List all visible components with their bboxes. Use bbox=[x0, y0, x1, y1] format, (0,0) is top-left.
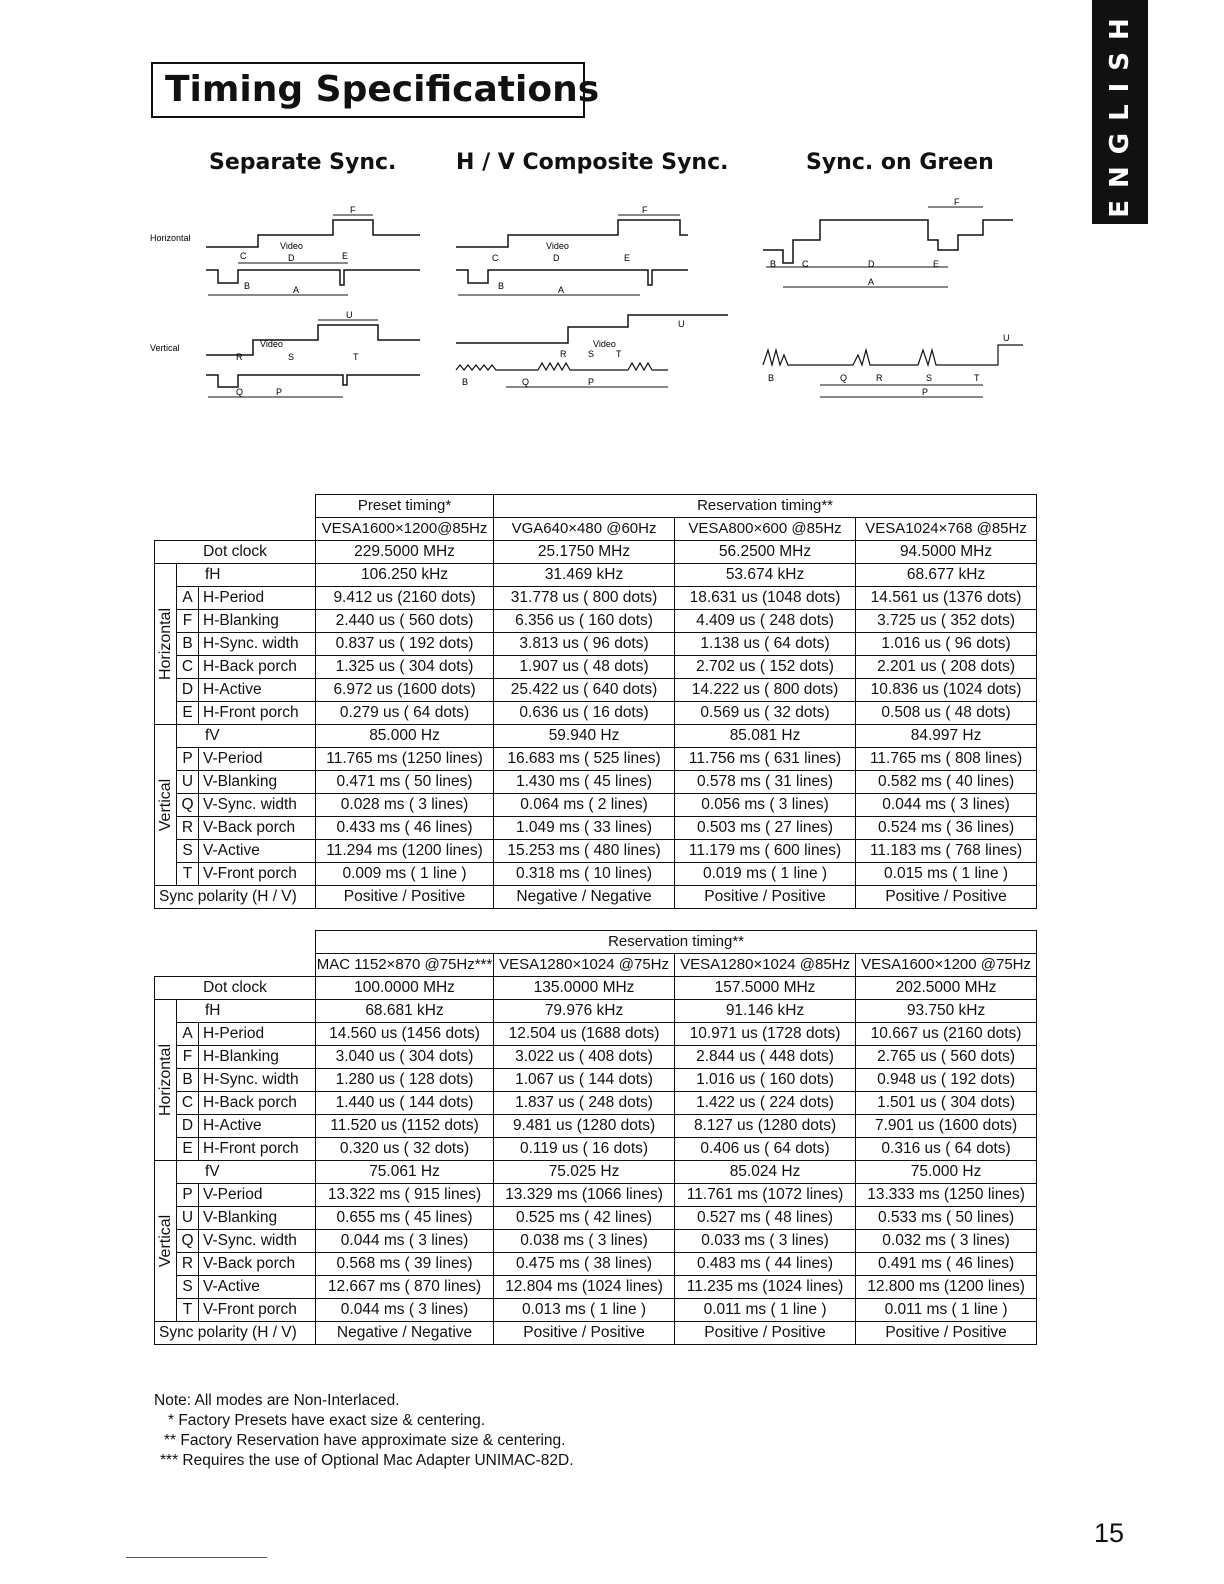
table-cell: 2.844 us ( 448 dots) bbox=[675, 1046, 856, 1069]
table-cell: 68.677 kHz bbox=[856, 564, 1037, 587]
svg-text:B: B bbox=[768, 373, 775, 383]
svg-text:E: E bbox=[342, 251, 349, 261]
row-label: H-Blanking bbox=[199, 610, 316, 633]
row-label: H-Blanking bbox=[199, 1046, 316, 1069]
table-cell: 14.222 us ( 800 dots) bbox=[675, 679, 856, 702]
table-cell: 0.491 ms ( 46 lines) bbox=[856, 1253, 1037, 1276]
notes bbox=[154, 1391, 574, 1471]
table-cell: 0.011 ms ( 1 line ) bbox=[856, 1299, 1037, 1322]
table-cell: 12.804 ms (1024 lines) bbox=[494, 1276, 675, 1299]
table-cell: 85.024 Hz bbox=[675, 1161, 856, 1184]
table-row bbox=[155, 817, 1037, 840]
table-row bbox=[155, 863, 1037, 886]
table-row bbox=[155, 1276, 1037, 1299]
table-cell: 0.636 us ( 16 dots) bbox=[494, 702, 675, 725]
table-cell: 25.1750 MHz bbox=[494, 541, 675, 564]
diagram-video-c2: Video bbox=[593, 339, 616, 349]
mode-header: VESA800×600 @85Hz bbox=[675, 518, 856, 541]
table-row bbox=[155, 1069, 1037, 1092]
row-code: S bbox=[177, 840, 199, 863]
table-cell: 2.440 us ( 560 dots) bbox=[316, 610, 494, 633]
page-title: Timing Specifications bbox=[151, 62, 585, 118]
table-row bbox=[155, 725, 1037, 748]
table-cell: 0.019 ms ( 1 line ) bbox=[675, 863, 856, 886]
row-code: S bbox=[177, 1276, 199, 1299]
table-cell: 59.940 Hz bbox=[494, 725, 675, 748]
table-cell: 202.5000 MHz bbox=[856, 977, 1037, 1000]
table-cell: 1.907 us ( 48 dots) bbox=[494, 656, 675, 679]
reservation-timing-header: Reservation timing** bbox=[316, 931, 1037, 954]
table-cell: 0.527 ms ( 48 lines) bbox=[675, 1207, 856, 1230]
table-cell: 84.997 Hz bbox=[856, 725, 1037, 748]
row-code: D bbox=[177, 679, 199, 702]
table-row bbox=[155, 564, 1037, 587]
table-cell: 0.433 ms ( 46 lines) bbox=[316, 817, 494, 840]
table-cell: Positive / Positive bbox=[494, 1322, 675, 1345]
table-cell: 0.568 ms ( 39 lines) bbox=[316, 1253, 494, 1276]
table-row bbox=[155, 1230, 1037, 1253]
table-row bbox=[155, 748, 1037, 771]
language-tab bbox=[1092, 0, 1148, 224]
row-code: R bbox=[177, 817, 199, 840]
row-label: V-Active bbox=[199, 1276, 316, 1299]
table-cell: 0.655 ms ( 45 lines) bbox=[316, 1207, 494, 1230]
row-label: fH bbox=[177, 564, 316, 587]
note-line: * Factory Presets have exact size & centering. bbox=[168, 1412, 486, 1429]
row-label: H-Back porch bbox=[199, 656, 316, 679]
mode-header: VGA640×480 @60Hz bbox=[494, 518, 675, 541]
table-cell: 2.201 us ( 208 dots) bbox=[856, 656, 1037, 679]
table-cell: 11.765 ms (1250 lines) bbox=[316, 748, 494, 771]
timing-table-1 bbox=[154, 494, 1037, 909]
table-cell: 1.325 us ( 304 dots) bbox=[316, 656, 494, 679]
diagram-video-c1: Video bbox=[546, 241, 569, 251]
svg-text:F: F bbox=[642, 205, 648, 215]
row-code: P bbox=[177, 748, 199, 771]
table-row bbox=[155, 1184, 1037, 1207]
table-cell: 1.837 us ( 248 dots) bbox=[494, 1092, 675, 1115]
table-cell: 229.5000 MHz bbox=[316, 541, 494, 564]
table-row bbox=[155, 771, 1037, 794]
svg-text:A: A bbox=[293, 285, 300, 295]
table-cell: 2.702 us ( 152 dots) bbox=[675, 656, 856, 679]
row-code: U bbox=[177, 771, 199, 794]
table-cell: 56.2500 MHz bbox=[675, 541, 856, 564]
table-cell: 1.422 us ( 224 dots) bbox=[675, 1092, 856, 1115]
table-row bbox=[155, 656, 1037, 679]
mode-header: MAC 1152×870 @75Hz*** bbox=[316, 954, 494, 977]
table-row bbox=[155, 633, 1037, 656]
table-cell: 1.016 us ( 160 dots) bbox=[675, 1069, 856, 1092]
table-cell: 0.015 ms ( 1 line ) bbox=[856, 863, 1037, 886]
note-line: *** Requires the use of Optional Mac Adapter UNIMAC-82D. bbox=[160, 1452, 574, 1469]
diagram-video-v: Video bbox=[260, 339, 283, 349]
svg-text:D: D bbox=[288, 253, 295, 263]
table-cell: 53.674 kHz bbox=[675, 564, 856, 587]
table-cell: 75.025 Hz bbox=[494, 1161, 675, 1184]
table-cell: 0.503 ms ( 27 lines) bbox=[675, 817, 856, 840]
svg-text:P: P bbox=[588, 377, 595, 387]
svg-text:E: E bbox=[933, 259, 940, 269]
table-cell: 11.183 ms ( 768 lines) bbox=[856, 840, 1037, 863]
table-cell: Positive / Positive bbox=[675, 1322, 856, 1345]
table-cell: 3.813 us ( 96 dots) bbox=[494, 633, 675, 656]
table-cell: 10.667 us (2160 dots) bbox=[856, 1023, 1037, 1046]
table-cell: 0.471 ms ( 50 lines) bbox=[316, 771, 494, 794]
svg-text:E: E bbox=[624, 253, 631, 263]
composite-sync-heading: H / V Composite Sync. bbox=[456, 150, 729, 175]
table-cell: 1.016 us ( 96 dots) bbox=[856, 633, 1037, 656]
group-label-text: Vertical bbox=[156, 778, 174, 832]
table-row bbox=[155, 587, 1037, 610]
row-label: V-Period bbox=[199, 1184, 316, 1207]
table-cell: 0.475 ms ( 38 lines) bbox=[494, 1253, 675, 1276]
row-code: F bbox=[177, 1046, 199, 1069]
row-code: A bbox=[177, 587, 199, 610]
row-code: Q bbox=[177, 794, 199, 817]
table-cell: 0.033 ms ( 3 lines) bbox=[675, 1230, 856, 1253]
row-label: H-Sync. width bbox=[199, 633, 316, 656]
table-cell: 31.469 kHz bbox=[494, 564, 675, 587]
vertical-group-label bbox=[155, 725, 177, 886]
table-cell: Positive / Positive bbox=[856, 886, 1037, 909]
svg-text:F: F bbox=[350, 205, 356, 215]
table-row bbox=[155, 1207, 1037, 1230]
table-cell: 1.138 us ( 64 dots) bbox=[675, 633, 856, 656]
table-cell: 1.067 us ( 144 dots) bbox=[494, 1069, 675, 1092]
table-cell: 0.320 us ( 32 dots) bbox=[316, 1138, 494, 1161]
row-label: H-Front porch bbox=[199, 1138, 316, 1161]
table-cell: 0.525 ms ( 42 lines) bbox=[494, 1207, 675, 1230]
table-row bbox=[155, 977, 1037, 1000]
svg-text:A: A bbox=[868, 277, 875, 287]
row-code: T bbox=[177, 863, 199, 886]
table-cell: 0.318 ms ( 10 lines) bbox=[494, 863, 675, 886]
svg-text:B: B bbox=[770, 259, 777, 269]
svg-text:D: D bbox=[868, 259, 875, 269]
row-code: C bbox=[177, 1092, 199, 1115]
row-label: H-Active bbox=[199, 679, 316, 702]
group-label-text: Horizontal bbox=[156, 607, 174, 681]
table-cell: 0.483 ms ( 44 lines) bbox=[675, 1253, 856, 1276]
row-code: Q bbox=[177, 1230, 199, 1253]
table-cell: 12.800 ms (1200 lines) bbox=[856, 1276, 1037, 1299]
language-tab-label: ENGLISH bbox=[1105, 6, 1135, 218]
row-label: H-Front porch bbox=[199, 702, 316, 725]
svg-text:S: S bbox=[588, 349, 595, 359]
footer-rule bbox=[126, 1557, 267, 1558]
table-cell: 6.356 us ( 160 dots) bbox=[494, 610, 675, 633]
table-cell: 11.235 ms (1024 lines) bbox=[675, 1276, 856, 1299]
table-row bbox=[155, 1000, 1037, 1023]
row-label: fV bbox=[177, 725, 316, 748]
svg-text:A: A bbox=[558, 285, 565, 295]
table-cell: 0.013 ms ( 1 line ) bbox=[494, 1299, 675, 1322]
table-cell: Positive / Positive bbox=[316, 886, 494, 909]
svg-text:Q: Q bbox=[522, 377, 530, 387]
group-label-text: Horizontal bbox=[156, 1043, 174, 1117]
table-cell: 11.179 ms ( 600 lines) bbox=[675, 840, 856, 863]
table-cell: 0.044 ms ( 3 lines) bbox=[316, 1299, 494, 1322]
table-cell: 3.725 us ( 352 dots) bbox=[856, 610, 1037, 633]
mode-header: VESA1600×1200 @75Hz bbox=[856, 954, 1037, 977]
table-cell: Positive / Positive bbox=[675, 886, 856, 909]
table-cell: 25.422 us ( 640 dots) bbox=[494, 679, 675, 702]
svg-text:R: R bbox=[236, 352, 243, 362]
table-cell: 75.061 Hz bbox=[316, 1161, 494, 1184]
table-row bbox=[155, 1023, 1037, 1046]
row-label: fH bbox=[177, 1000, 316, 1023]
row-label: Sync polarity (H / V) bbox=[155, 1322, 316, 1345]
table-cell: 0.044 ms ( 3 lines) bbox=[856, 794, 1037, 817]
row-label: V-Blanking bbox=[199, 771, 316, 794]
table-cell: 0.009 ms ( 1 line ) bbox=[316, 863, 494, 886]
table-row bbox=[155, 679, 1037, 702]
table-cell: 1.440 us ( 144 dots) bbox=[316, 1092, 494, 1115]
table-row bbox=[155, 1299, 1037, 1322]
table-cell: 85.081 Hz bbox=[675, 725, 856, 748]
svg-text:Q: Q bbox=[840, 373, 848, 383]
table-cell: 13.322 ms ( 915 lines) bbox=[316, 1184, 494, 1207]
table-cell: 100.0000 MHz bbox=[316, 977, 494, 1000]
table-cell: 0.038 ms ( 3 lines) bbox=[494, 1230, 675, 1253]
row-code: P bbox=[177, 1184, 199, 1207]
row-label: Sync polarity (H / V) bbox=[155, 886, 316, 909]
svg-text:C: C bbox=[802, 259, 809, 269]
svg-text:B: B bbox=[462, 377, 469, 387]
sync-on-green-diagram bbox=[758, 195, 1033, 405]
svg-text:U: U bbox=[1003, 333, 1010, 343]
table-cell: 68.681 kHz bbox=[316, 1000, 494, 1023]
row-label: H-Sync. width bbox=[199, 1069, 316, 1092]
row-label: V-Sync. width bbox=[199, 794, 316, 817]
table-cell: 0.056 ms ( 3 lines) bbox=[675, 794, 856, 817]
table-cell: Negative / Negative bbox=[316, 1322, 494, 1345]
row-label: V-Sync. width bbox=[199, 1230, 316, 1253]
table-cell: 0.578 ms ( 31 lines) bbox=[675, 771, 856, 794]
table-cell: 6.972 us (1600 dots) bbox=[316, 679, 494, 702]
row-label: H-Active bbox=[199, 1115, 316, 1138]
row-label: V-Active bbox=[199, 840, 316, 863]
table-cell: 0.948 us ( 192 dots) bbox=[856, 1069, 1037, 1092]
table-cell: 14.560 us (1456 dots) bbox=[316, 1023, 494, 1046]
table-cell: 4.409 us ( 248 dots) bbox=[675, 610, 856, 633]
mode-header: VESA1600×1200@85Hz bbox=[316, 518, 494, 541]
row-label: fV bbox=[177, 1161, 316, 1184]
mode-header: VESA1280×1024 @85Hz bbox=[675, 954, 856, 977]
table-cell: 15.253 ms ( 480 lines) bbox=[494, 840, 675, 863]
table-row bbox=[155, 702, 1037, 725]
table-cell: 93.750 kHz bbox=[856, 1000, 1037, 1023]
page-number: 15 bbox=[1094, 1518, 1125, 1548]
table-cell: 0.524 ms ( 36 lines) bbox=[856, 817, 1037, 840]
svg-text:S: S bbox=[926, 373, 933, 383]
table-cell: 157.5000 MHz bbox=[675, 977, 856, 1000]
table-cell: 0.316 us ( 64 dots) bbox=[856, 1138, 1037, 1161]
table-row bbox=[155, 840, 1037, 863]
table-cell: 3.022 us ( 408 dots) bbox=[494, 1046, 675, 1069]
svg-text:R: R bbox=[876, 373, 883, 383]
row-label: V-Front porch bbox=[199, 863, 316, 886]
note-line: ** Factory Reservation have approximate size & centering. bbox=[164, 1432, 566, 1449]
table-cell: 11.756 ms ( 631 lines) bbox=[675, 748, 856, 771]
group-label-text: Vertical bbox=[156, 1214, 174, 1268]
row-label: V-Back porch bbox=[199, 1253, 316, 1276]
table-row bbox=[155, 886, 1037, 909]
svg-text:D: D bbox=[553, 253, 560, 263]
svg-text:S: S bbox=[288, 352, 295, 362]
table-cell: 14.561 us (1376 dots) bbox=[856, 587, 1037, 610]
table-row bbox=[155, 610, 1037, 633]
table-cell: 13.329 ms (1066 lines) bbox=[494, 1184, 675, 1207]
sync-on-green-heading: Sync. on Green bbox=[806, 150, 994, 175]
table-cell: 85.000 Hz bbox=[316, 725, 494, 748]
table-cell: 79.976 kHz bbox=[494, 1000, 675, 1023]
table-cell: 0.837 us ( 192 dots) bbox=[316, 633, 494, 656]
row-code: E bbox=[177, 1138, 199, 1161]
svg-text:B: B bbox=[498, 281, 505, 291]
table-cell: 135.0000 MHz bbox=[494, 977, 675, 1000]
diagram-label-vertical: Vertical bbox=[150, 343, 180, 353]
table-cell: 12.667 ms ( 870 lines) bbox=[316, 1276, 494, 1299]
table-cell: 10.836 us (1024 dots) bbox=[856, 679, 1037, 702]
diagram-label-horizontal: Horizontal bbox=[150, 233, 191, 243]
row-label: H-Back porch bbox=[199, 1092, 316, 1115]
table-cell: 8.127 us (1280 dots) bbox=[675, 1115, 856, 1138]
vertical-group-label bbox=[155, 1161, 177, 1322]
table-cell: Negative / Negative bbox=[494, 886, 675, 909]
horizontal-group-label bbox=[155, 564, 177, 725]
row-code: E bbox=[177, 702, 199, 725]
row-label: V-Blanking bbox=[199, 1207, 316, 1230]
row-label: Dot clock bbox=[155, 977, 316, 1000]
table-cell: 16.683 ms ( 525 lines) bbox=[494, 748, 675, 771]
table-cell: 11.765 ms ( 808 lines) bbox=[856, 748, 1037, 771]
table-cell: 18.631 us (1048 dots) bbox=[675, 587, 856, 610]
row-code: F bbox=[177, 610, 199, 633]
table-cell: 0.582 ms ( 40 lines) bbox=[856, 771, 1037, 794]
svg-text:P: P bbox=[276, 387, 283, 397]
table-cell: 0.064 ms ( 2 lines) bbox=[494, 794, 675, 817]
table-cell: 0.032 ms ( 3 lines) bbox=[856, 1230, 1037, 1253]
svg-text:C: C bbox=[492, 253, 499, 263]
row-label: V-Period bbox=[199, 748, 316, 771]
table-cell: 9.481 us (1280 dots) bbox=[494, 1115, 675, 1138]
table-row bbox=[155, 794, 1037, 817]
preset-timing-header: Preset timing* bbox=[316, 495, 494, 518]
table-cell: 7.901 us (1600 dots) bbox=[856, 1115, 1037, 1138]
table-cell: 1.049 ms ( 33 lines) bbox=[494, 817, 675, 840]
reservation-timing-header: Reservation timing** bbox=[494, 495, 1037, 518]
table-cell: 13.333 ms (1250 lines) bbox=[856, 1184, 1037, 1207]
note-line: Note: All modes are Non-Interlaced. bbox=[154, 1392, 400, 1409]
separate-sync-diagram bbox=[148, 205, 428, 405]
row-code: T bbox=[177, 1299, 199, 1322]
table-row bbox=[155, 1092, 1037, 1115]
table-row bbox=[155, 1138, 1037, 1161]
table-cell: 0.508 us ( 48 dots) bbox=[856, 702, 1037, 725]
row-code: R bbox=[177, 1253, 199, 1276]
table-cell: 94.5000 MHz bbox=[856, 541, 1037, 564]
table-cell: 0.533 ms ( 50 lines) bbox=[856, 1207, 1037, 1230]
table-cell: 0.406 us ( 64 dots) bbox=[675, 1138, 856, 1161]
row-label: H-Period bbox=[199, 1023, 316, 1046]
composite-sync-diagram bbox=[448, 205, 743, 405]
svg-text:B: B bbox=[244, 281, 251, 291]
table-cell: 1.501 us ( 304 dots) bbox=[856, 1092, 1037, 1115]
row-label: Dot clock bbox=[155, 541, 316, 564]
svg-text:T: T bbox=[974, 373, 980, 383]
table-cell: 91.146 kHz bbox=[675, 1000, 856, 1023]
table-cell: 0.279 us ( 64 dots) bbox=[316, 702, 494, 725]
svg-text:R: R bbox=[560, 349, 567, 359]
row-code: B bbox=[177, 633, 199, 656]
table-cell: 106.250 kHz bbox=[316, 564, 494, 587]
table-cell: 75.000 Hz bbox=[856, 1161, 1037, 1184]
separate-sync-heading: Separate Sync. bbox=[209, 150, 397, 175]
mode-header: VESA1280×1024 @75Hz bbox=[494, 954, 675, 977]
row-label: H-Period bbox=[199, 587, 316, 610]
table-cell: Positive / Positive bbox=[856, 1322, 1037, 1345]
table-cell: 0.011 ms ( 1 line ) bbox=[675, 1299, 856, 1322]
table-row bbox=[155, 1115, 1037, 1138]
table-cell: 1.280 us ( 128 dots) bbox=[316, 1069, 494, 1092]
horizontal-group-label bbox=[155, 1000, 177, 1161]
table-row bbox=[155, 1046, 1037, 1069]
svg-text:P: P bbox=[922, 387, 929, 397]
row-code: U bbox=[177, 1207, 199, 1230]
row-code: B bbox=[177, 1069, 199, 1092]
svg-text:T: T bbox=[616, 349, 622, 359]
row-label: V-Front porch bbox=[199, 1299, 316, 1322]
table-row bbox=[155, 1322, 1037, 1345]
svg-text:U: U bbox=[346, 310, 353, 320]
diagram-video-h: Video bbox=[280, 241, 303, 251]
table-row bbox=[155, 541, 1037, 564]
table-cell: 3.040 us ( 304 dots) bbox=[316, 1046, 494, 1069]
timing-table-2 bbox=[154, 930, 1037, 1345]
row-code: A bbox=[177, 1023, 199, 1046]
row-label: V-Back porch bbox=[199, 817, 316, 840]
table-row bbox=[155, 1161, 1037, 1184]
svg-text:Q: Q bbox=[236, 387, 244, 397]
table-row bbox=[155, 1253, 1037, 1276]
table-cell: 0.044 ms ( 3 lines) bbox=[316, 1230, 494, 1253]
svg-text:C: C bbox=[240, 251, 247, 261]
table-cell: 2.765 us ( 560 dots) bbox=[856, 1046, 1037, 1069]
svg-text:U: U bbox=[678, 319, 685, 329]
table-cell: 9.412 us (2160 dots) bbox=[316, 587, 494, 610]
table-cell: 11.294 ms (1200 lines) bbox=[316, 840, 494, 863]
svg-text:T: T bbox=[353, 352, 359, 362]
table-cell: 1.430 ms ( 45 lines) bbox=[494, 771, 675, 794]
table-cell: 11.761 ms (1072 lines) bbox=[675, 1184, 856, 1207]
table-cell: 10.971 us (1728 dots) bbox=[675, 1023, 856, 1046]
table-cell: 31.778 us ( 800 dots) bbox=[494, 587, 675, 610]
mode-header: VESA1024×768 @85Hz bbox=[856, 518, 1037, 541]
row-code: D bbox=[177, 1115, 199, 1138]
table-cell: 0.119 us ( 16 dots) bbox=[494, 1138, 675, 1161]
row-code: C bbox=[177, 656, 199, 679]
table-cell: 0.569 us ( 32 dots) bbox=[675, 702, 856, 725]
svg-text:F: F bbox=[954, 197, 960, 207]
table-cell: 0.028 ms ( 3 lines) bbox=[316, 794, 494, 817]
table-cell: 11.520 us (1152 dots) bbox=[316, 1115, 494, 1138]
table-cell: 12.504 us (1688 dots) bbox=[494, 1023, 675, 1046]
